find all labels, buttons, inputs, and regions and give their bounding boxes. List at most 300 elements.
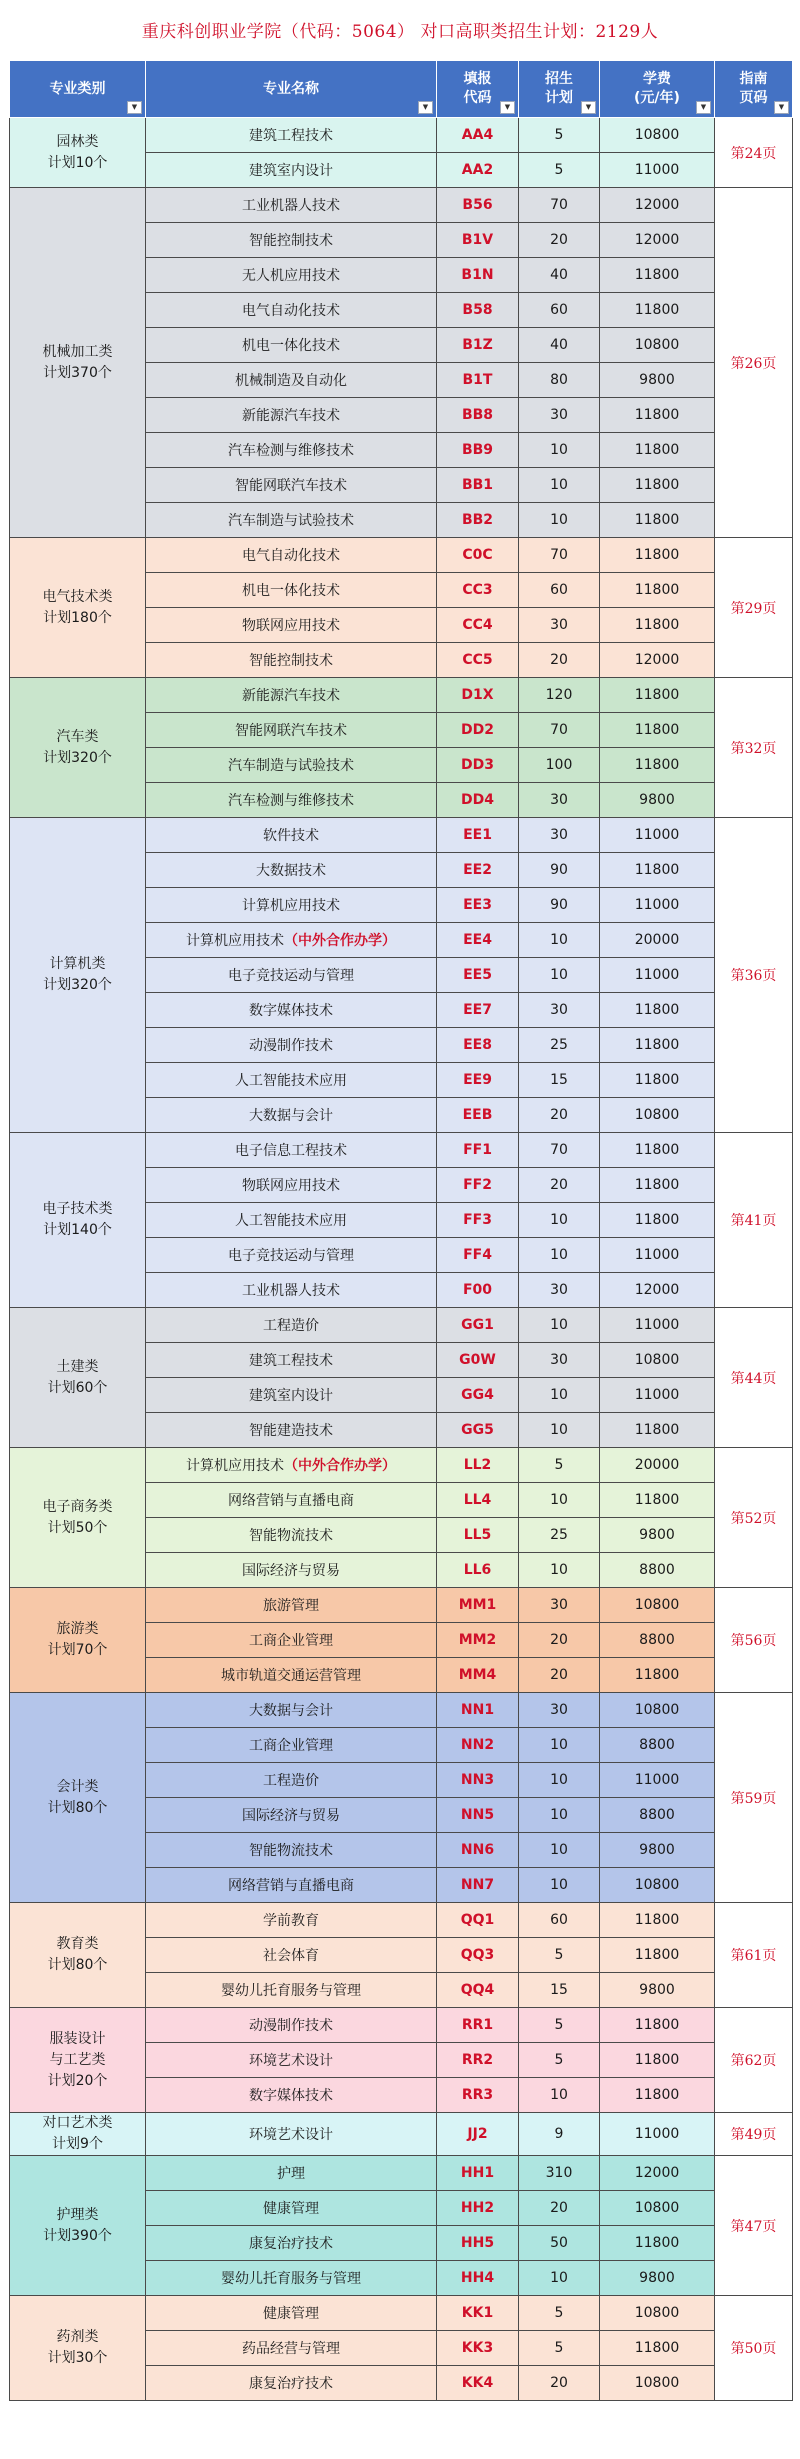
fee-cell: 11000 [600, 1308, 715, 1343]
fee-cell: 11800 [600, 1028, 715, 1063]
plan-cell: 15 [519, 1973, 600, 2008]
plan-cell: 5 [519, 2331, 600, 2366]
table-row [10, 2156, 793, 2191]
code-cell: KK1 [437, 2296, 519, 2331]
code-cell: KK3 [437, 2331, 519, 2366]
fee-cell: 11800 [600, 398, 715, 433]
plan-cell: 60 [519, 573, 600, 608]
table-row [10, 538, 793, 573]
plan-cell: 20 [519, 1623, 600, 1658]
plan-cell: 100 [519, 748, 600, 783]
guide-page-cell: 第59页 [715, 1693, 793, 1903]
category-cell: 旅游类 计划70个 [10, 1588, 146, 1693]
fee-cell: 11800 [600, 293, 715, 328]
fee-cell: 10800 [600, 1343, 715, 1378]
filter-dropdown-icon[interactable]: ▼ [696, 101, 711, 114]
header-row [10, 61, 793, 118]
guide-page-cell: 第41页 [715, 1133, 793, 1308]
code-cell: D1X [437, 678, 519, 713]
code-cell: NN5 [437, 1798, 519, 1833]
fee-cell: 11800 [600, 1658, 715, 1693]
plan-cell: 40 [519, 258, 600, 293]
plan-cell: 10 [519, 958, 600, 993]
table-row [10, 118, 793, 153]
guide-page-cell: 第26页 [715, 188, 793, 538]
code-cell: EE1 [437, 818, 519, 853]
code-cell: CC5 [437, 643, 519, 678]
major-cell: 建筑室内设计 [146, 1378, 437, 1413]
plan-cell: 80 [519, 363, 600, 398]
header-major: 专业名称 ▼ [146, 61, 437, 118]
cooperative-note: （中外合作办学） [284, 1458, 396, 1474]
plan-cell: 10 [519, 1238, 600, 1273]
plan-cell: 10 [519, 1553, 600, 1588]
major-cell: 电气自动化技术 [146, 293, 437, 328]
major-cell: 汽车制造与试验技术 [146, 748, 437, 783]
table-row [10, 1588, 793, 1623]
major-cell: 大数据技术 [146, 853, 437, 888]
major-cell: 电子信息工程技术 [146, 1133, 437, 1168]
major-cell: 大数据与会计 [146, 1693, 437, 1728]
plan-cell: 30 [519, 608, 600, 643]
major-cell: 电子竞技运动与管理 [146, 958, 437, 993]
major-cell: 婴幼儿托育服务与管理 [146, 1973, 437, 2008]
category-cell: 园林类 计划10个 [10, 118, 146, 188]
code-cell: MM2 [437, 1623, 519, 1658]
major-cell: 数字媒体技术 [146, 993, 437, 1028]
fee-cell: 8800 [600, 1623, 715, 1658]
fee-cell: 10800 [600, 118, 715, 153]
plan-cell: 10 [519, 1413, 600, 1448]
category-cell: 护理类 计划390个 [10, 2156, 146, 2296]
code-cell: DD2 [437, 713, 519, 748]
fee-cell: 11800 [600, 748, 715, 783]
fee-cell: 20000 [600, 1448, 715, 1483]
fee-cell: 8800 [600, 1798, 715, 1833]
plan-cell: 10 [519, 1728, 600, 1763]
plan-cell: 9 [519, 2113, 600, 2156]
code-cell: FF2 [437, 1168, 519, 1203]
major-cell: 动漫制作技术 [146, 1028, 437, 1063]
fee-cell: 11000 [600, 1238, 715, 1273]
major-cell: 护理 [146, 2156, 437, 2191]
major-cell: 社会体育 [146, 1938, 437, 1973]
guide-page-cell: 第56页 [715, 1588, 793, 1693]
plan-cell: 60 [519, 293, 600, 328]
major-cell: 国际经济与贸易 [146, 1553, 437, 1588]
plan-cell: 5 [519, 2043, 600, 2078]
fee-cell: 11000 [600, 818, 715, 853]
code-cell: EE7 [437, 993, 519, 1028]
major-cell: 环境艺术设计 [146, 2043, 437, 2078]
fee-cell: 11000 [600, 2113, 715, 2156]
plan-cell: 40 [519, 328, 600, 363]
code-cell: C0C [437, 538, 519, 573]
code-cell: AA4 [437, 118, 519, 153]
major-cell: 机械制造及自动化 [146, 363, 437, 398]
major-cell: 网络营销与直播电商 [146, 1868, 437, 1903]
plan-cell: 10 [519, 468, 600, 503]
major-cell: 人工智能技术应用 [146, 1203, 437, 1238]
code-cell: CC4 [437, 608, 519, 643]
code-cell: EE5 [437, 958, 519, 993]
guide-page-cell: 第44页 [715, 1308, 793, 1448]
plan-cell: 15 [519, 1063, 600, 1098]
fee-cell: 11800 [600, 2043, 715, 2078]
plan-cell: 25 [519, 1028, 600, 1063]
fee-cell: 11000 [600, 888, 715, 923]
code-cell: EE3 [437, 888, 519, 923]
guide-page-cell: 第24页 [715, 118, 793, 188]
plan-cell: 20 [519, 1658, 600, 1693]
fee-cell: 11800 [600, 1938, 715, 1973]
table-row [10, 818, 793, 853]
major-cell: 物联网应用技术 [146, 608, 437, 643]
major-cell: 汽车制造与试验技术 [146, 503, 437, 538]
fee-cell: 9800 [600, 363, 715, 398]
fee-cell: 10800 [600, 328, 715, 363]
category-cell: 汽车类 计划320个 [10, 678, 146, 818]
plan-cell: 20 [519, 223, 600, 258]
major-cell: 工商企业管理 [146, 1728, 437, 1763]
major-cell: 汽车检测与维修技术 [146, 433, 437, 468]
category-cell: 对口艺术类 计划9个 [10, 2113, 146, 2156]
fee-cell: 11000 [600, 1378, 715, 1413]
major-cell: 智能建造技术 [146, 1413, 437, 1448]
header-fee: 学费 (元/年) ▼ [600, 61, 715, 118]
guide-page-cell: 第61页 [715, 1903, 793, 2008]
category-cell: 服装设计 与工艺类 计划20个 [10, 2008, 146, 2113]
fee-cell: 10800 [600, 2366, 715, 2401]
fee-cell: 11800 [600, 2078, 715, 2113]
code-cell: EE9 [437, 1063, 519, 1098]
code-cell: B56 [437, 188, 519, 223]
fee-cell: 11800 [600, 1203, 715, 1238]
code-cell: AA2 [437, 153, 519, 188]
major-cell: 旅游管理 [146, 1588, 437, 1623]
fee-cell: 12000 [600, 2156, 715, 2191]
fee-cell: 10800 [600, 2296, 715, 2331]
plan-cell: 30 [519, 1588, 600, 1623]
guide-page-cell: 第50页 [715, 2296, 793, 2401]
plan-cell: 20 [519, 2191, 600, 2226]
major-cell: 机电一体化技术 [146, 328, 437, 363]
category-cell: 机械加工类 计划370个 [10, 188, 146, 538]
filter-dropdown-icon[interactable]: ▼ [127, 101, 142, 114]
plan-cell: 30 [519, 1693, 600, 1728]
major-cell: 建筑工程技术 [146, 118, 437, 153]
filter-dropdown-icon[interactable]: ▼ [581, 101, 596, 114]
filter-dropdown-icon[interactable]: ▼ [500, 101, 515, 114]
code-cell: QQ1 [437, 1903, 519, 1938]
fee-cell: 12000 [600, 188, 715, 223]
fee-cell: 11800 [600, 1903, 715, 1938]
code-cell: B1N [437, 258, 519, 293]
fee-cell: 12000 [600, 223, 715, 258]
table-row [10, 1448, 793, 1483]
major-cell: 国际经济与贸易 [146, 1798, 437, 1833]
fee-cell: 11800 [600, 2008, 715, 2043]
major-cell: 智能物流技术 [146, 1833, 437, 1868]
plan-cell: 20 [519, 1168, 600, 1203]
plan-cell: 30 [519, 993, 600, 1028]
major-cell: 电子竞技运动与管理 [146, 1238, 437, 1273]
major-cell: 计算机应用技术（中外合作办学） [146, 923, 437, 958]
plan-cell: 10 [519, 1763, 600, 1798]
filter-dropdown-icon[interactable]: ▼ [774, 101, 789, 114]
fee-cell: 11800 [600, 678, 715, 713]
fee-cell: 11800 [600, 1483, 715, 1518]
plan-cell: 5 [519, 153, 600, 188]
major-cell: 健康管理 [146, 2296, 437, 2331]
fee-cell: 12000 [600, 643, 715, 678]
code-cell: RR3 [437, 2078, 519, 2113]
plan-cell: 90 [519, 853, 600, 888]
fee-cell: 11800 [600, 468, 715, 503]
major-cell: 动漫制作技术 [146, 2008, 437, 2043]
code-cell: NN6 [437, 1833, 519, 1868]
major-cell: 电气自动化技术 [146, 538, 437, 573]
major-cell: 计算机应用技术（中外合作办学） [146, 1448, 437, 1483]
plan-cell: 10 [519, 1378, 600, 1413]
code-cell: LL4 [437, 1483, 519, 1518]
fee-cell: 11800 [600, 538, 715, 573]
code-cell: B1V [437, 223, 519, 258]
plan-cell: 30 [519, 1273, 600, 1308]
guide-page-cell: 第52页 [715, 1448, 793, 1588]
fee-cell: 10800 [600, 1693, 715, 1728]
code-cell: B1Z [437, 328, 519, 363]
plan-cell: 10 [519, 433, 600, 468]
code-cell: FF3 [437, 1203, 519, 1238]
code-cell: HH1 [437, 2156, 519, 2191]
plan-cell: 10 [519, 1203, 600, 1238]
code-cell: G0W [437, 1343, 519, 1378]
fee-cell: 11000 [600, 153, 715, 188]
enrollment-table [9, 60, 793, 2401]
code-cell: RR2 [437, 2043, 519, 2078]
fee-cell: 20000 [600, 923, 715, 958]
header-guide-page: 指南 页码 ▼ [715, 61, 793, 118]
fee-cell: 11800 [600, 713, 715, 748]
plan-cell: 5 [519, 1448, 600, 1483]
plan-cell: 30 [519, 818, 600, 853]
guide-page-cell: 第29页 [715, 538, 793, 678]
plan-cell: 5 [519, 2296, 600, 2331]
major-cell: 建筑工程技术 [146, 1343, 437, 1378]
table-row [10, 1903, 793, 1938]
code-cell: MM4 [437, 1658, 519, 1693]
code-cell: HH5 [437, 2226, 519, 2261]
major-cell: 工商企业管理 [146, 1623, 437, 1658]
fee-cell: 11800 [600, 573, 715, 608]
code-cell: EE4 [437, 923, 519, 958]
plan-cell: 10 [519, 2261, 600, 2296]
table-row [10, 1133, 793, 1168]
code-cell: MM1 [437, 1588, 519, 1623]
major-cell: 工业机器人技术 [146, 188, 437, 223]
table-row [10, 1693, 793, 1728]
plan-cell: 10 [519, 1483, 600, 1518]
major-cell: 汽车检测与维修技术 [146, 783, 437, 818]
header-code: 填报 代码 ▼ [437, 61, 519, 118]
major-cell: 数字媒体技术 [146, 2078, 437, 2113]
table-row [10, 678, 793, 713]
code-cell: FF4 [437, 1238, 519, 1273]
major-cell: 环境艺术设计 [146, 2113, 437, 2156]
category-cell: 电子技术类 计划140个 [10, 1133, 146, 1308]
major-cell: 智能控制技术 [146, 223, 437, 258]
plan-cell: 90 [519, 888, 600, 923]
code-cell: F00 [437, 1273, 519, 1308]
guide-page-cell: 第32页 [715, 678, 793, 818]
plan-cell: 10 [519, 1868, 600, 1903]
fee-cell: 11800 [600, 1063, 715, 1098]
guide-page-cell: 第36页 [715, 818, 793, 1133]
guide-page-cell: 第49页 [715, 2113, 793, 2156]
code-cell: NN3 [437, 1763, 519, 1798]
major-cell: 物联网应用技术 [146, 1168, 437, 1203]
guide-page-cell: 第47页 [715, 2156, 793, 2296]
category-cell: 药剂类 计划30个 [10, 2296, 146, 2401]
plan-cell: 10 [519, 1833, 600, 1868]
code-cell: DD3 [437, 748, 519, 783]
plan-cell: 20 [519, 1098, 600, 1133]
code-cell: NN7 [437, 1868, 519, 1903]
fee-cell: 11800 [600, 853, 715, 888]
header-plan: 招生 计划 ▼ [519, 61, 600, 118]
fee-cell: 9800 [600, 1973, 715, 2008]
major-cell: 工程造价 [146, 1763, 437, 1798]
fee-cell: 10800 [600, 2191, 715, 2226]
major-cell: 智能网联汽车技术 [146, 713, 437, 748]
major-cell: 城市轨道交通运营管理 [146, 1658, 437, 1693]
plan-cell: 10 [519, 503, 600, 538]
major-cell: 网络营销与直播电商 [146, 1483, 437, 1518]
major-cell: 新能源汽车技术 [146, 678, 437, 713]
plan-cell: 10 [519, 1308, 600, 1343]
fee-cell: 11800 [600, 1413, 715, 1448]
table-row [10, 2008, 793, 2043]
code-cell: GG4 [437, 1378, 519, 1413]
plan-cell: 120 [519, 678, 600, 713]
fee-cell: 11800 [600, 258, 715, 293]
major-cell: 机电一体化技术 [146, 573, 437, 608]
major-cell: 药品经营与管理 [146, 2331, 437, 2366]
category-cell: 电气技术类 计划180个 [10, 538, 146, 678]
major-cell: 软件技术 [146, 818, 437, 853]
table-row [10, 188, 793, 223]
major-cell: 康复治疗技术 [146, 2226, 437, 2261]
fee-cell: 10800 [600, 1868, 715, 1903]
header-category: 专业类别 ▼ [10, 61, 146, 118]
code-cell: HH2 [437, 2191, 519, 2226]
major-cell: 建筑室内设计 [146, 153, 437, 188]
code-cell: JJ2 [437, 2113, 519, 2156]
code-cell: QQ3 [437, 1938, 519, 1973]
major-cell: 人工智能技术应用 [146, 1063, 437, 1098]
code-cell: RR1 [437, 2008, 519, 2043]
fee-cell: 11000 [600, 1763, 715, 1798]
plan-cell: 30 [519, 398, 600, 433]
plan-cell: 5 [519, 2008, 600, 2043]
table-row [10, 1308, 793, 1343]
fee-cell: 9800 [600, 2261, 715, 2296]
category-cell: 电子商务类 计划50个 [10, 1448, 146, 1588]
plan-cell: 5 [519, 118, 600, 153]
plan-cell: 20 [519, 2366, 600, 2401]
fee-cell: 8800 [600, 1553, 715, 1588]
code-cell: HH4 [437, 2261, 519, 2296]
code-cell: BB8 [437, 398, 519, 433]
major-cell: 新能源汽车技术 [146, 398, 437, 433]
code-cell: GG1 [437, 1308, 519, 1343]
code-cell: KK4 [437, 2366, 519, 2401]
fee-cell: 12000 [600, 1273, 715, 1308]
fee-cell: 11800 [600, 503, 715, 538]
fee-cell: 11800 [600, 1168, 715, 1203]
fee-cell: 9800 [600, 783, 715, 818]
code-cell: EE8 [437, 1028, 519, 1063]
plan-cell: 60 [519, 1903, 600, 1938]
plan-cell: 70 [519, 713, 600, 748]
major-cell: 健康管理 [146, 2191, 437, 2226]
page-title: 重庆科创职业学院（代码：5064） 对口高职类招生计划：2129人 [141, 22, 659, 42]
plan-cell: 10 [519, 2078, 600, 2113]
cooperative-note: （中外合作办学） [284, 933, 396, 949]
code-cell: NN2 [437, 1728, 519, 1763]
code-cell: LL2 [437, 1448, 519, 1483]
guide-page-cell: 第62页 [715, 2008, 793, 2113]
code-cell: BB9 [437, 433, 519, 468]
major-cell: 智能网联汽车技术 [146, 468, 437, 503]
plan-cell: 30 [519, 783, 600, 818]
major-cell: 工程造价 [146, 1308, 437, 1343]
fee-cell: 11800 [600, 608, 715, 643]
major-cell: 大数据与会计 [146, 1098, 437, 1133]
fee-cell: 8800 [600, 1728, 715, 1763]
code-cell: BB2 [437, 503, 519, 538]
plan-cell: 50 [519, 2226, 600, 2261]
table-row [10, 2296, 793, 2331]
code-cell: EEB [437, 1098, 519, 1133]
fee-cell: 10800 [600, 1098, 715, 1133]
code-cell: LL5 [437, 1518, 519, 1553]
major-cell: 康复治疗技术 [146, 2366, 437, 2401]
category-cell: 土建类 计划60个 [10, 1308, 146, 1448]
plan-cell: 5 [519, 1938, 600, 1973]
code-cell: EE2 [437, 853, 519, 888]
fee-cell: 11000 [600, 958, 715, 993]
filter-dropdown-icon[interactable]: ▼ [418, 101, 433, 114]
fee-cell: 9800 [600, 1518, 715, 1553]
code-cell: B58 [437, 293, 519, 328]
major-cell: 学前教育 [146, 1903, 437, 1938]
plan-cell: 70 [519, 1133, 600, 1168]
code-cell: GG5 [437, 1413, 519, 1448]
plan-cell: 30 [519, 1343, 600, 1378]
fee-cell: 10800 [600, 1588, 715, 1623]
plan-cell: 70 [519, 188, 600, 223]
major-cell: 智能控制技术 [146, 643, 437, 678]
code-cell: DD4 [437, 783, 519, 818]
plan-cell: 70 [519, 538, 600, 573]
code-cell: QQ4 [437, 1973, 519, 2008]
category-cell: 计算机类 计划320个 [10, 818, 146, 1133]
major-cell: 工业机器人技术 [146, 1273, 437, 1308]
plan-cell: 310 [519, 2156, 600, 2191]
code-cell: NN1 [437, 1693, 519, 1728]
